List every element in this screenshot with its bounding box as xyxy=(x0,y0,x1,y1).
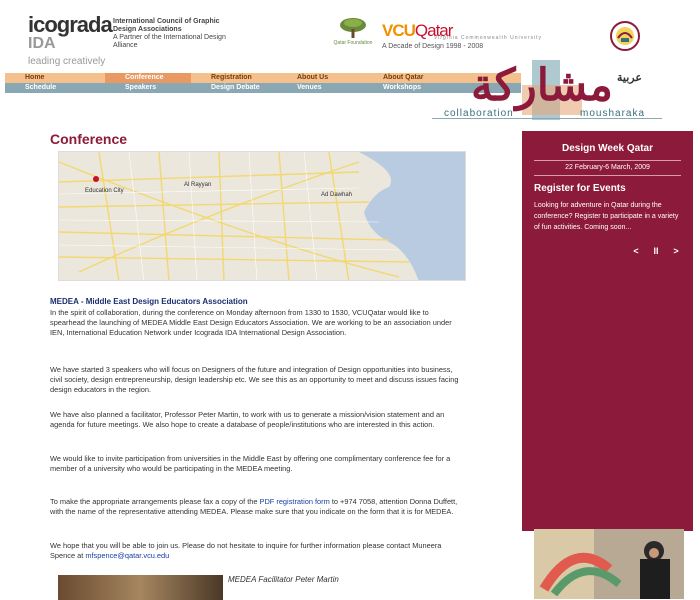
map-label-education-city: Education City xyxy=(85,188,124,194)
paragraph-1: In the spirit of collaboration, during the conference on Monday afternoon from 1330 to 1530, VCUQatar would like to spearhead the launching of MEDEA Middle East Design Educators Association. We are working to be an association under IEN, International Education Network under Icograda IDA International Design Association. xyxy=(50,308,452,337)
mousharaka-banner xyxy=(432,60,662,135)
nav-item-about-qatar[interactable]: About Qatar xyxy=(383,74,424,81)
sidebar xyxy=(522,131,693,531)
tree-icon xyxy=(338,16,368,40)
register-heading[interactable]: Register for Events xyxy=(534,183,626,194)
main-content xyxy=(50,131,470,584)
sidebar-photo-graphic xyxy=(534,529,684,599)
email-link[interactable]: mfspence@qatar.vcu.edu xyxy=(85,551,170,560)
paragraph-2: We have started 3 speakers who will focus on Designers of the future and integration of Design opportunities into business, civil society, design entrepreneurship, design leadership etc. We see this as an opportunity to meet and discuss issues facing design educators in the region. xyxy=(50,365,459,394)
p5-text-pre: To make the appropriate arrangements please fax a copy of the xyxy=(50,497,260,506)
icograda-logo[interactable] xyxy=(28,14,112,67)
icograda-ida: IDA xyxy=(28,35,56,52)
pause-icon[interactable]: II xyxy=(653,246,659,256)
banner-mousharaka: mousharaka xyxy=(580,108,646,119)
map-graphic xyxy=(59,152,466,281)
banner-arabic-title: مشاركة xyxy=(470,61,613,110)
sidebar-photo xyxy=(534,529,684,599)
nav-item-speakers[interactable]: Speakers xyxy=(125,84,157,91)
facilitator-photo xyxy=(58,575,223,600)
pdf-registration-link[interactable]: PDF registration form xyxy=(259,497,330,506)
page-title: Conference xyxy=(50,131,128,147)
medea-heading: MEDEA - Middle East Design Educators Association xyxy=(50,297,248,306)
register-text: Looking for adventure in Qatar during the conference? Register to participate in a variety of fun activities. Coming soon... xyxy=(534,202,679,231)
p6-text-pre: We hope that you will be able to join us. Please do not hesitate to inquire for further information please contact Muneera Spence at xyxy=(50,541,442,560)
vcu-sub: Virginia Commonwealth University xyxy=(434,35,543,41)
paragraph-3: We have also planned a facilitator, Professor Peter Martin, to work with us to generate a mission/vision statement and an agenda for future meetings. We also hope to create a database of people/institutions who are interested in this action. xyxy=(50,410,445,429)
icograda-desc-sub: A Partner of the International Design Alliance xyxy=(113,34,226,49)
banner-collaboration: collaboration xyxy=(444,108,514,119)
nav-item-design-debate[interactable]: Design Debate xyxy=(211,84,260,91)
p5-text-post: to +974 7058, attention Donna Duffett, with the name of the representative attending MEDEA. Please make sure that you indicate on the form that it is for MEDEA. xyxy=(50,497,458,516)
icograda-description xyxy=(113,18,243,50)
nav-item-conference[interactable]: Conference xyxy=(105,73,191,83)
map-label-al-rayyan: Al Rayyan xyxy=(184,182,212,188)
sidebar-title: Design Week Qatar xyxy=(562,143,653,154)
sidebar-rule-top xyxy=(534,160,681,161)
qatar-emblem-icon xyxy=(604,20,646,52)
paragraph-5 xyxy=(50,497,460,517)
sidebar-date: 22 February-6 March, 2009 xyxy=(565,164,650,171)
arabic-language-link[interactable]: عربية xyxy=(617,72,642,84)
qf-label: Qatar Foundation xyxy=(333,40,373,46)
nav-item-home[interactable]: Home xyxy=(25,74,45,81)
vcu-decade: A Decade of Design 1998 - 2008 xyxy=(382,43,484,50)
vcu-main: VCU xyxy=(382,21,415,40)
nav-item-workshops[interactable]: Workshops xyxy=(383,84,421,91)
nav-item-about-us[interactable]: About Us xyxy=(297,74,329,81)
photo-caption: MEDEA Facilitator Peter Martin xyxy=(228,575,339,584)
sidebar-rule-bottom xyxy=(534,175,681,176)
icograda-desc-title: International Council of Graphic Design Associations xyxy=(113,18,220,33)
qatar-foundation-logo[interactable] xyxy=(333,16,373,46)
nav-item-registration[interactable]: Registration xyxy=(211,74,252,81)
nav-item-schedule[interactable]: Schedule xyxy=(25,84,57,91)
vcu-q: Qatar xyxy=(414,21,453,40)
icograda-tagline: leading creatively xyxy=(28,56,106,67)
slideshow-controls xyxy=(626,246,686,256)
doha-map[interactable] xyxy=(58,151,466,281)
map-marker-icon xyxy=(93,176,99,182)
icograda-name: icograda xyxy=(28,12,112,37)
paragraph-4: We would like to invite participation from universities in the Middle East by offering one complimentary conference fee for a member of a university who would be participating in the MEDEA meeting. xyxy=(50,454,451,473)
paragraph-6 xyxy=(50,541,460,561)
nav-item-venues[interactable]: Venues xyxy=(297,84,322,91)
map-label-ad-dawhah: Ad Dawhah xyxy=(321,192,353,198)
prev-icon[interactable]: < xyxy=(633,246,639,256)
vcuqatar-logo[interactable] xyxy=(382,22,542,50)
next-icon[interactable]: > xyxy=(673,246,679,256)
